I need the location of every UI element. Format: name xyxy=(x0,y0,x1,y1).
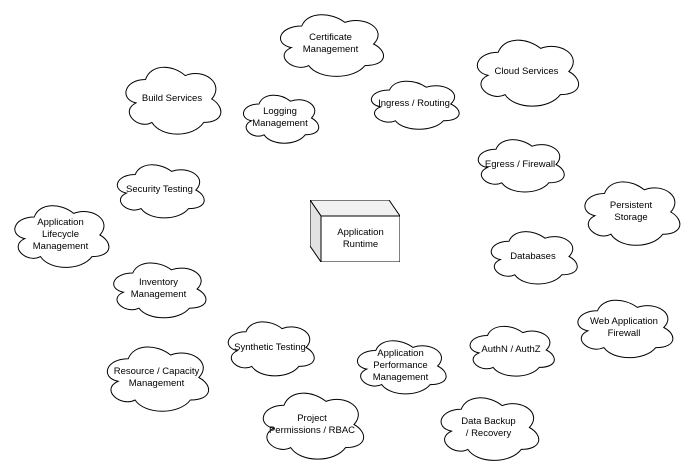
cloud-inventory-management xyxy=(107,257,210,321)
cloud-certificate-management xyxy=(273,8,388,80)
cloud-label: Egress / Firewall xyxy=(484,158,556,170)
cloud-label: Application Performance Management xyxy=(372,348,429,383)
cloud-authn-authz xyxy=(464,321,558,379)
cloud-label: Databases xyxy=(510,250,556,262)
cloud-security-testing xyxy=(111,159,208,221)
cloud-build-services xyxy=(119,60,225,138)
cloud-label: Resource / Capacity Management xyxy=(113,365,200,389)
cloud-databases xyxy=(485,226,581,287)
cloud-label: Web Application Firewall xyxy=(590,315,658,339)
application-runtime-label xyxy=(321,216,400,262)
cloud-cloud-services xyxy=(470,33,583,110)
cloud-application-lifecycle-management xyxy=(8,199,113,271)
cloud-egress-firewall xyxy=(472,134,568,195)
cloud-synthetic-testing xyxy=(222,316,318,379)
cloud-persistent-storage xyxy=(578,175,684,249)
cloud-label: AuthN / AuthZ xyxy=(481,344,541,355)
cloud-label: Build Services xyxy=(141,93,203,104)
cloud-label: Security Testing xyxy=(126,184,193,195)
cloud-label: Ingress / Routing xyxy=(378,98,450,109)
cube-top-face xyxy=(310,200,400,216)
cloud-label: Project Permissions / RBAC xyxy=(268,412,356,436)
cloud-ingress-routing xyxy=(365,76,463,132)
cloud-data-backup-recovery xyxy=(434,391,543,464)
application-runtime-node xyxy=(310,200,400,262)
cloud-label: Logging Management xyxy=(252,106,308,129)
cloud-logging-management xyxy=(238,90,322,146)
application-runtime-label-line1: Application xyxy=(337,227,384,238)
cloud-label: Application Lifecycle Management xyxy=(32,217,89,252)
cloud-label: Synthetic Testing xyxy=(234,341,306,353)
cloud-project-permissions-rbac xyxy=(256,386,368,463)
cloud-label: Certificate Management xyxy=(302,32,359,55)
cloud-label: Persistent Storage xyxy=(609,200,653,223)
cloud-label: Data Backup / Recovery xyxy=(461,415,516,439)
cloud-label: Inventory Management xyxy=(130,277,187,300)
application-runtime-label-line2: Runtime xyxy=(342,239,379,250)
cloud-web-application-firewall xyxy=(571,294,677,361)
cloud-label: Cloud Services xyxy=(494,65,559,77)
cloud-resource-capacity-management xyxy=(100,340,213,415)
